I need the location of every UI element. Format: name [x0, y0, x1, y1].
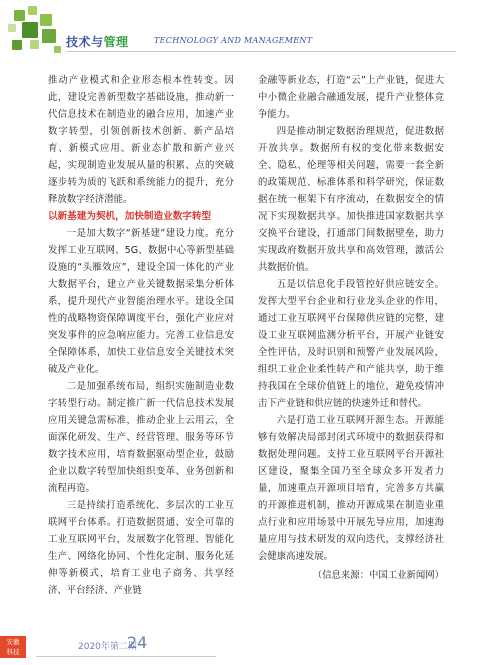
magazine-tab-line1: 安徽: [6, 638, 20, 646]
section-title: [66, 33, 129, 50]
paragraph: 三是持续打造系统化、多层次的工业互联网平台体系。打造数据贯通、安全可靠的工业互联网平台，发展数字化管理、智能化生产、网络化协同、个性化定制、服务化延伸等新模式，培育工业电子商务、共享经济、平台经济、产业链: [48, 500, 234, 596]
decorative-square: [22, 22, 38, 38]
paragraph: 五是以信息化手段管控好供应链安全。发挥大型平台企业和行业龙头企业的作用，通过工业互联网平台保障供应链的完整，建设工业互联网监测分析平台，开展产业链安全性评估，及时识别和预警产业发展风险，组织工业企业柔性转产和产能共享，助于维持我国在全球价值链上的地位，避免疫情冲击下产业链和供应链的快速外迁和替代。: [258, 279, 444, 409]
magazine-tab: [0, 636, 26, 658]
article-right-column: [258, 72, 444, 584]
section-title-main: 技术与: [66, 35, 104, 49]
page-footer: [0, 626, 480, 665]
paragraph: 二是加强系统布局，组织实施制造业数字转型行动。制定推广新一代信息技术发展应用关键急需标准，推动企业上云用云，全面深化研发、生产、经营管理、服务等环节数字技术应用，培育数据驱动型企业，鼓励企业以数字转型加快组织变革、业务创新和流程再造。: [48, 381, 234, 494]
paragraph: 一是加大数字“新基建”建设力度。充分发挥工业互联网、5G、数据中心等新型基础设施的“头雁效应”，建设全国一体化的产业大数据平台，建立产业关键数据采集分析体系，提升现代产业智能治理水平。建设全国性的战略物资保障调度平台，强化产业应对突发事件的应急响应能力。完善工业信息安全保障体系，加快工业信息安全关键技术突破及产业化。: [48, 228, 234, 375]
magazine-tab-line2: 科技: [6, 648, 20, 656]
source-citation: （信息来源：中国工业新闻网）: [312, 570, 444, 581]
paragraph: 推动产业模式和企业形态根本性转变。因此，建设完善新型数字基础设施，推动新一代信息技术在制造业的融合应用，加速产业数字转型，引领创新技术创新、新产品培育、新模式应用、新业态扩散和新产业兴起，实现制造业发展从量的积累、点的突破逐步转为质的飞跃和系统能力的提升，充分释放数字经济潜能。: [48, 75, 234, 205]
issue-label: 2020年第二期: [78, 642, 137, 652]
page-header: [0, 0, 480, 62]
section-title-accent: 管理: [103, 35, 129, 49]
paragraph: 四是推动制定数据治理规范，促进数据开放共享。数据所有权的变化带来数据安全、隐私、伦理等相关问题，需要一套全新的政策规范、标准体系和科学研究，保证数据在统一框架下有序流动，在数据安全的情况下实现数据共享。加快推进国家数据共享交换平台建设，打通部门间数据壁垒，助力实现政府数据开放共享和高效管理，激活公共数据价值。: [258, 126, 444, 273]
paragraph: 六是打造工业互联网开源生态。开源能够有效解决局部封闭式环境中的数据获得和数据处理问题。支持工业互联网平台开源社区建设，聚集全国乃至全球众多开发者力量，加速重点开源项目培育，完善多方共赢的开源推进机制，推动开源成果在制造业重点行业和应用场景中开展先导应用，加速海量应用与技术研发的双向迭代，支撑经济社会健康高速发展。: [258, 415, 444, 562]
decorative-square: [30, 40, 39, 49]
section-heading: 以新基建为契机，加快制造业数字转型: [48, 211, 212, 222]
article-left-column: [48, 72, 234, 599]
footer-divider: [36, 656, 216, 657]
decorative-square: [40, 14, 52, 26]
decorative-square: [12, 40, 22, 50]
page-number: 24: [127, 633, 148, 652]
paragraph: 金融等新业态，打造“云”上产业链，促进大中小微企业融合融通发展，提升产业整体竞争能力。: [258, 75, 444, 120]
decorative-square: [14, 10, 25, 21]
decorative-square: [42, 29, 56, 43]
decorative-square: [54, 46, 61, 53]
decorative-square: [8, 24, 16, 32]
decorative-square: [28, 6, 37, 15]
section-subtitle: TECHNOLOGY AND MANAGEMENT: [154, 36, 313, 45]
header-divider: [66, 51, 456, 52]
